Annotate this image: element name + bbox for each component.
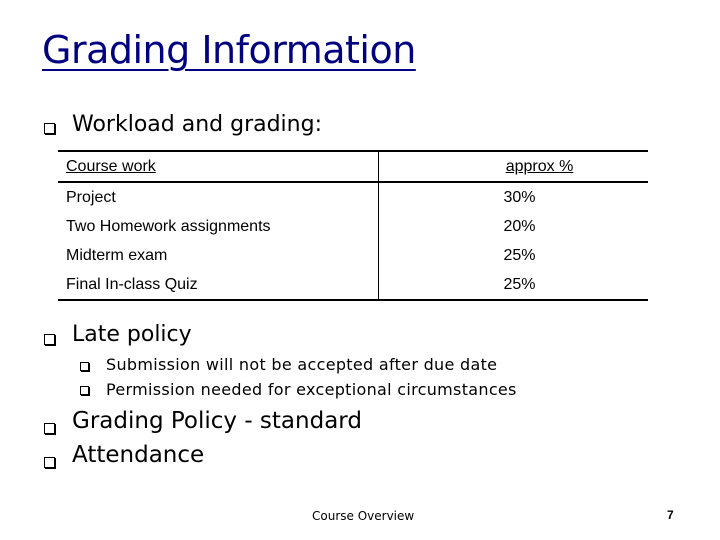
late-policy-heading: Late policy <box>72 322 192 347</box>
square-bullet-icon <box>80 386 89 395</box>
square-bullet-icon <box>44 423 55 434</box>
square-bullet-icon <box>80 362 89 371</box>
grading-policy-item: Grading Policy - standard <box>72 408 362 434</box>
square-bullet-icon <box>44 457 55 468</box>
table-header-row <box>58 151 648 182</box>
grading-table <box>58 150 648 301</box>
late-policy-item: Permission needed for exceptional circumstances <box>106 380 517 399</box>
percent-cell: 25% <box>503 246 536 264</box>
square-bullet-icon <box>44 334 55 345</box>
table-row <box>58 241 648 270</box>
course-work-cell: Two Homework assignments <box>58 212 379 241</box>
workload-heading: Workload and grading: <box>72 112 322 137</box>
slide-title: Grading Information <box>42 28 416 72</box>
header-approx-percent: approx % <box>505 157 574 175</box>
percent-cell: 30% <box>503 188 536 206</box>
attendance-item: Attendance <box>72 442 205 468</box>
table-row <box>58 182 648 212</box>
percent-cell: 20% <box>503 217 536 235</box>
header-course-work: Course work <box>58 151 379 182</box>
course-work-cell: Midterm exam <box>58 241 379 270</box>
late-policy-item: Submission will not be accepted after due date <box>106 355 498 374</box>
course-work-cell: Project <box>58 182 379 212</box>
footer-text: Course Overview <box>312 509 415 523</box>
course-work-cell: Final In-class Quiz <box>58 270 379 300</box>
table-row <box>58 212 648 241</box>
percent-cell: 25% <box>503 275 536 293</box>
square-bullet-icon <box>44 123 55 134</box>
table-row <box>58 270 648 300</box>
page-number: 7 <box>667 508 674 522</box>
